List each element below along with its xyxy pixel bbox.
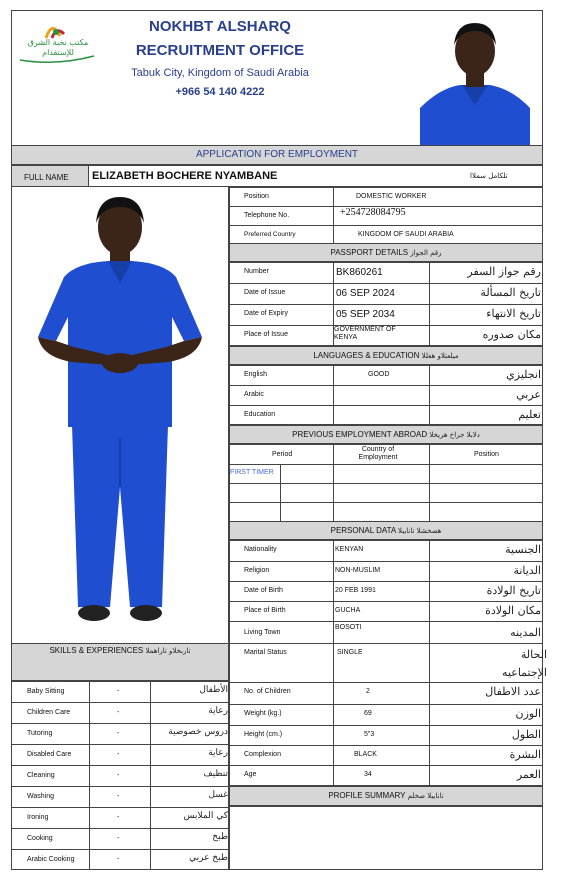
skill-value: - <box>117 688 120 695</box>
english-value: GOOD <box>368 371 390 378</box>
profile-summary-box <box>229 806 543 870</box>
place-of-issue-label: Place of Issue <box>244 331 288 338</box>
religion-label: Religion <box>244 567 270 574</box>
skill-label-ar: رعاية <box>208 748 228 758</box>
date-of-expiry-label: Date of Expiry <box>244 310 288 317</box>
skill-label-ar: رعاية <box>208 706 228 716</box>
previous-employment-header: PREVIOUS EMPLOYMENT ABROAD دلابلا جراخ هريخلا <box>229 425 543 444</box>
children-value: 2 <box>366 688 370 695</box>
skill-label: Baby Sitting <box>27 688 65 695</box>
skill-label-ar: تنظيف <box>203 769 228 779</box>
full-name-value: ELIZABETH BOCHERE NYAMBANE <box>92 170 278 182</box>
logo-text: مكتب نخبة الشرق للإستقدام <box>27 38 89 57</box>
skill-label: Arabic Cooking <box>27 856 75 863</box>
date-of-issue-label: Date of Issue <box>244 289 286 296</box>
passport-number-label: Number <box>244 268 269 275</box>
complexion-label-ar: البشرة <box>509 748 541 761</box>
skill-value: - <box>117 730 120 737</box>
education-label: Education <box>244 411 276 418</box>
weight-value: 69 <box>364 710 372 717</box>
skill-value: - <box>117 793 120 800</box>
living-town-value: BOSOTI <box>335 624 362 631</box>
place-of-issue-value: GOVERNMENT OF KENYA <box>334 326 396 341</box>
languages-section-header: LANGUAGES & EDUCATION ميلعتلاو هغللا <box>229 346 543 365</box>
arabic-label-ar: عربي <box>516 388 541 401</box>
skill-label: Disabled Care <box>27 751 72 758</box>
skill-label-ar: طبخ <box>212 832 228 842</box>
complexion-value: BLACK <box>354 751 377 758</box>
telephone-value: +254728084795 <box>340 207 406 218</box>
dob-value: 20 FEB 1991 <box>335 587 376 594</box>
passport-section-header: PASSPORT DETAILS رقم الجواز <box>229 243 543 262</box>
company-phone: +966 54 140 4222 <box>175 86 265 98</box>
children-label: No. of Children <box>244 688 291 695</box>
skill-label: Ironing <box>27 814 49 821</box>
skill-label: Cleaning <box>27 772 55 779</box>
religion-label-ar: الديانة <box>513 564 541 577</box>
marital-status-label-ar: الحالة الإجتماعيه <box>502 648 547 679</box>
religion-value: NON-MUSLIM <box>335 567 381 574</box>
arabic-label: Arabic <box>244 391 264 398</box>
nationality-value: KENYAN <box>335 546 364 553</box>
full-name-label-ar: تلكامل سملاا <box>470 172 508 180</box>
company-name: NOKHBT ALSHARQ <box>149 18 291 35</box>
company-logo <box>16 16 98 64</box>
profile-summary-header: PROFILE SUMMARY تانايبلا صخلم <box>229 786 543 806</box>
applicant-full-body-photo <box>12 187 228 643</box>
nationality-label-ar: الجنسية <box>505 543 541 556</box>
education-label-ar: تعليم <box>518 408 541 421</box>
date-of-expiry-label-ar: تاريخ الانتهاء <box>486 307 541 320</box>
preferred-country-label: Preferred Country <box>244 231 296 238</box>
application-title: APPLICATION FOR EMPLOYMENT <box>11 145 543 165</box>
dob-label: Date of Birth <box>244 587 283 594</box>
col-position: Position <box>474 451 499 458</box>
age-value: 34 <box>364 771 372 778</box>
dob-label-ar: تاريخ الولادة <box>486 584 541 597</box>
passport-number-label-ar: رقم جواز السفر <box>467 265 541 278</box>
living-town-label: Living Town <box>244 629 281 636</box>
skill-label-ar: الأطفال <box>199 685 228 695</box>
pob-label: Place of Birth <box>244 607 286 614</box>
position-label: Position <box>244 193 269 200</box>
company-city: Tabuk City, Kingdom of Saudi Arabia <box>131 67 309 79</box>
height-value: 5"3 <box>364 731 375 738</box>
skill-value: - <box>117 856 120 863</box>
skill-value: - <box>117 814 120 821</box>
pob-value: GUCHA <box>335 607 361 614</box>
english-label: English <box>244 371 267 378</box>
pob-label-ar: مكان الولادة <box>485 604 541 617</box>
place-of-issue-label-ar: مكان صدوره <box>482 328 541 341</box>
position-value: DOMESTIC WORKER <box>356 193 427 200</box>
marital-status-label: Marital Status <box>244 649 287 656</box>
nationality-label: Nationality <box>244 546 277 553</box>
skill-label: Cooking <box>27 835 53 842</box>
living-town-label-ar: المدينه <box>510 626 541 639</box>
skill-value: - <box>117 751 120 758</box>
marital-status-value: SINGLE <box>337 649 363 656</box>
complexion-label: Complexion <box>244 751 281 758</box>
skill-label: Washing <box>27 793 54 800</box>
children-label-ar: عدد الاطفال <box>485 685 541 698</box>
height-label: Height (cm.) <box>244 731 283 738</box>
skill-label-ar: كي الملابس <box>183 811 228 821</box>
company-subtitle: RECRUITMENT OFFICE <box>135 42 305 59</box>
first-timer-note: FIRST TIMER <box>230 469 274 476</box>
skill-label-ar: طبخ عربي <box>189 853 228 863</box>
weight-label-ar: الوزن <box>515 707 541 720</box>
date-of-issue-label-ar: تاريخ المسألة <box>480 286 541 299</box>
date-of-issue-value: 06 SEP 2024 <box>336 288 395 299</box>
skill-label: Tutoring <box>27 730 53 737</box>
weight-label: Weight (kg.) <box>244 710 282 717</box>
passport-number-value: BK860261 <box>336 267 383 278</box>
skills-section-header: SKILLS & EXPERIENCES تاربخلاو تاراهملا <box>11 643 229 681</box>
col-country: Country of Employment <box>358 446 398 461</box>
skill-label-ar: دروس خصوصية <box>168 727 228 737</box>
age-label: Age <box>244 771 257 778</box>
preferred-country-value: KINGDOM OF SAUDI ARABIA <box>358 231 454 238</box>
age-label-ar: العمر <box>516 768 541 781</box>
height-label-ar: الطول <box>511 728 541 741</box>
skill-value: - <box>117 772 120 779</box>
personal-data-header: PERSONAL DATA هصخشلا تانايبلا <box>229 521 543 540</box>
skill-value: - <box>117 709 120 716</box>
col-period: Period <box>272 451 293 458</box>
telephone-label: Telephone No. <box>244 212 290 219</box>
skill-value: - <box>117 835 120 842</box>
skill-label: Children Care <box>27 709 71 716</box>
full-name-label: FULL NAME <box>24 173 69 182</box>
english-label-ar: انجليزي <box>506 368 541 381</box>
skill-label-ar: غسل <box>208 790 228 800</box>
date-of-expiry-value: 05 SEP 2034 <box>336 309 395 320</box>
applicant-portrait <box>420 13 530 146</box>
